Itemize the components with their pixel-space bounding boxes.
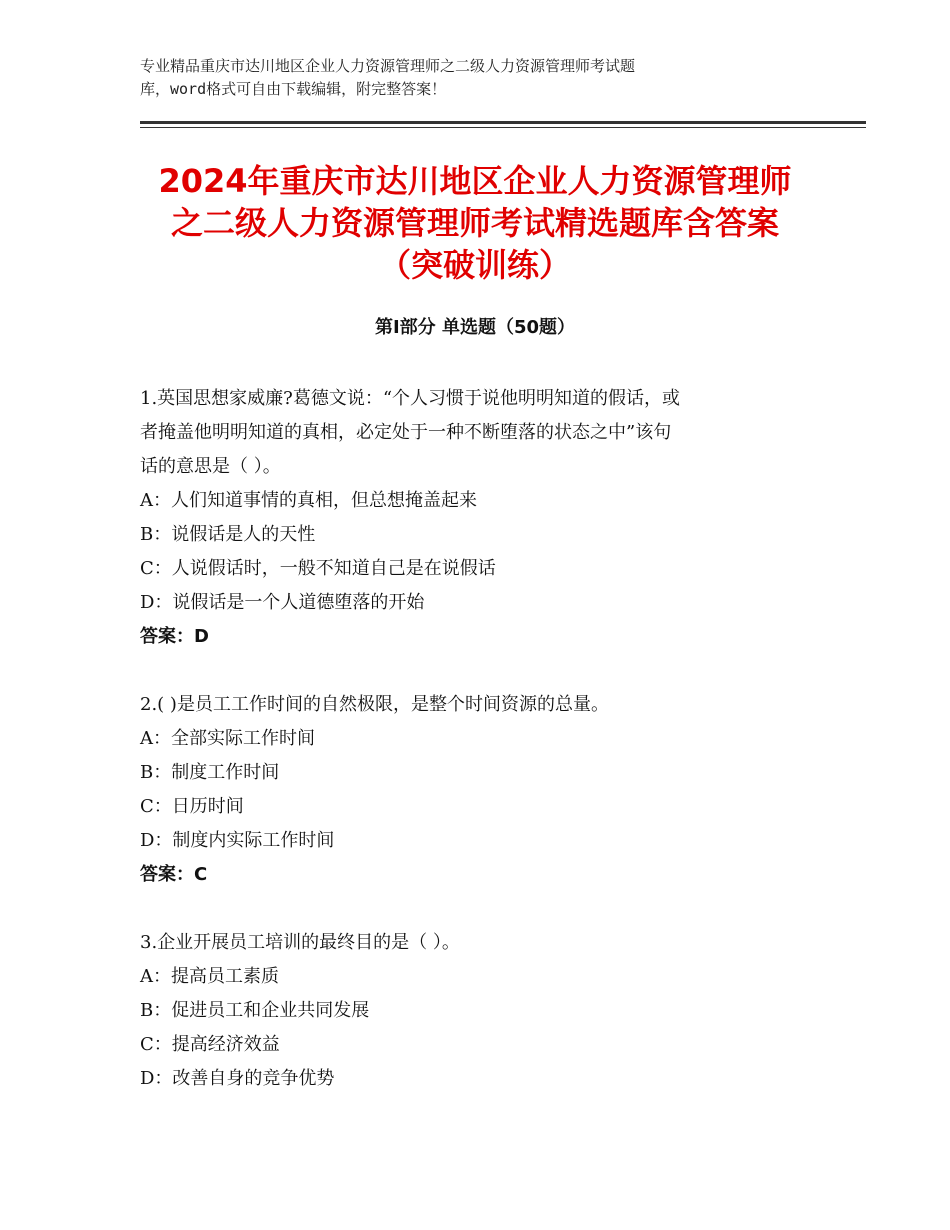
title-line-2: 之二级人力资源管理师考试精选题库含答案 [170,204,779,242]
option-b: B：制度工作时间 [140,762,280,783]
option-c: C：日历时间 [140,796,244,817]
title-line-3: （突破训练） [378,246,571,284]
answer: 答案：C [140,864,208,885]
question-text-line: 者掩盖他明明知道的真相，必定处于一种不断堕落的状态之中”该句 [140,422,672,443]
document-header [140,55,780,101]
question-text-line: 1.英国思想家威廉?葛德文说：“个人习惯于说他明明知道的假话，或 [140,388,681,409]
question-2 [140,688,820,892]
option-b: B：促进员工和企业共同发展 [140,1000,370,1021]
option-d: D：改善自身的竞争优势 [140,1068,335,1089]
option-c: C：提高经济效益 [140,1034,280,1055]
header-line-1: 专业精品重庆市达川地区企业人力资源管理师之二级人力资源管理师考试题 [140,57,636,75]
option-b: B：说假话是人的天性 [140,524,316,545]
option-d: D：制度内实际工作时间 [140,830,335,851]
option-c: C：人说假话时，一般不知道自己是在说假话 [140,558,496,579]
document-title [120,160,830,286]
question-list [140,382,820,1130]
header-line-2: 库，word格式可自由下载编辑，附完整答案！ [140,80,447,98]
answer: 答案：D [140,626,209,647]
question-1 [140,382,820,654]
title-line-1: 2024年重庆市达川地区企业人力资源管理师 [158,162,792,200]
option-a: A：提高员工素质 [140,966,279,987]
header-divider-thin [140,127,866,128]
option-a: A：人们知道事情的真相，但总想掩盖起来 [140,490,477,511]
question-3 [140,926,820,1096]
option-a: A：全部实际工作时间 [140,728,315,749]
header-divider-thick [140,121,866,124]
question-text-line: 2.( )是员工工作时间的自然极限，是整个时间资源的总量。 [140,694,609,715]
section-heading: 第Ⅰ部分 单选题（50题） [374,317,575,338]
question-text-line: 话的意思是（ ）。 [140,456,281,477]
question-text-line: 3.企业开展员工培训的最终目的是（ ）。 [140,932,460,953]
option-d: D：说假话是一个人道德堕落的开始 [140,592,425,613]
